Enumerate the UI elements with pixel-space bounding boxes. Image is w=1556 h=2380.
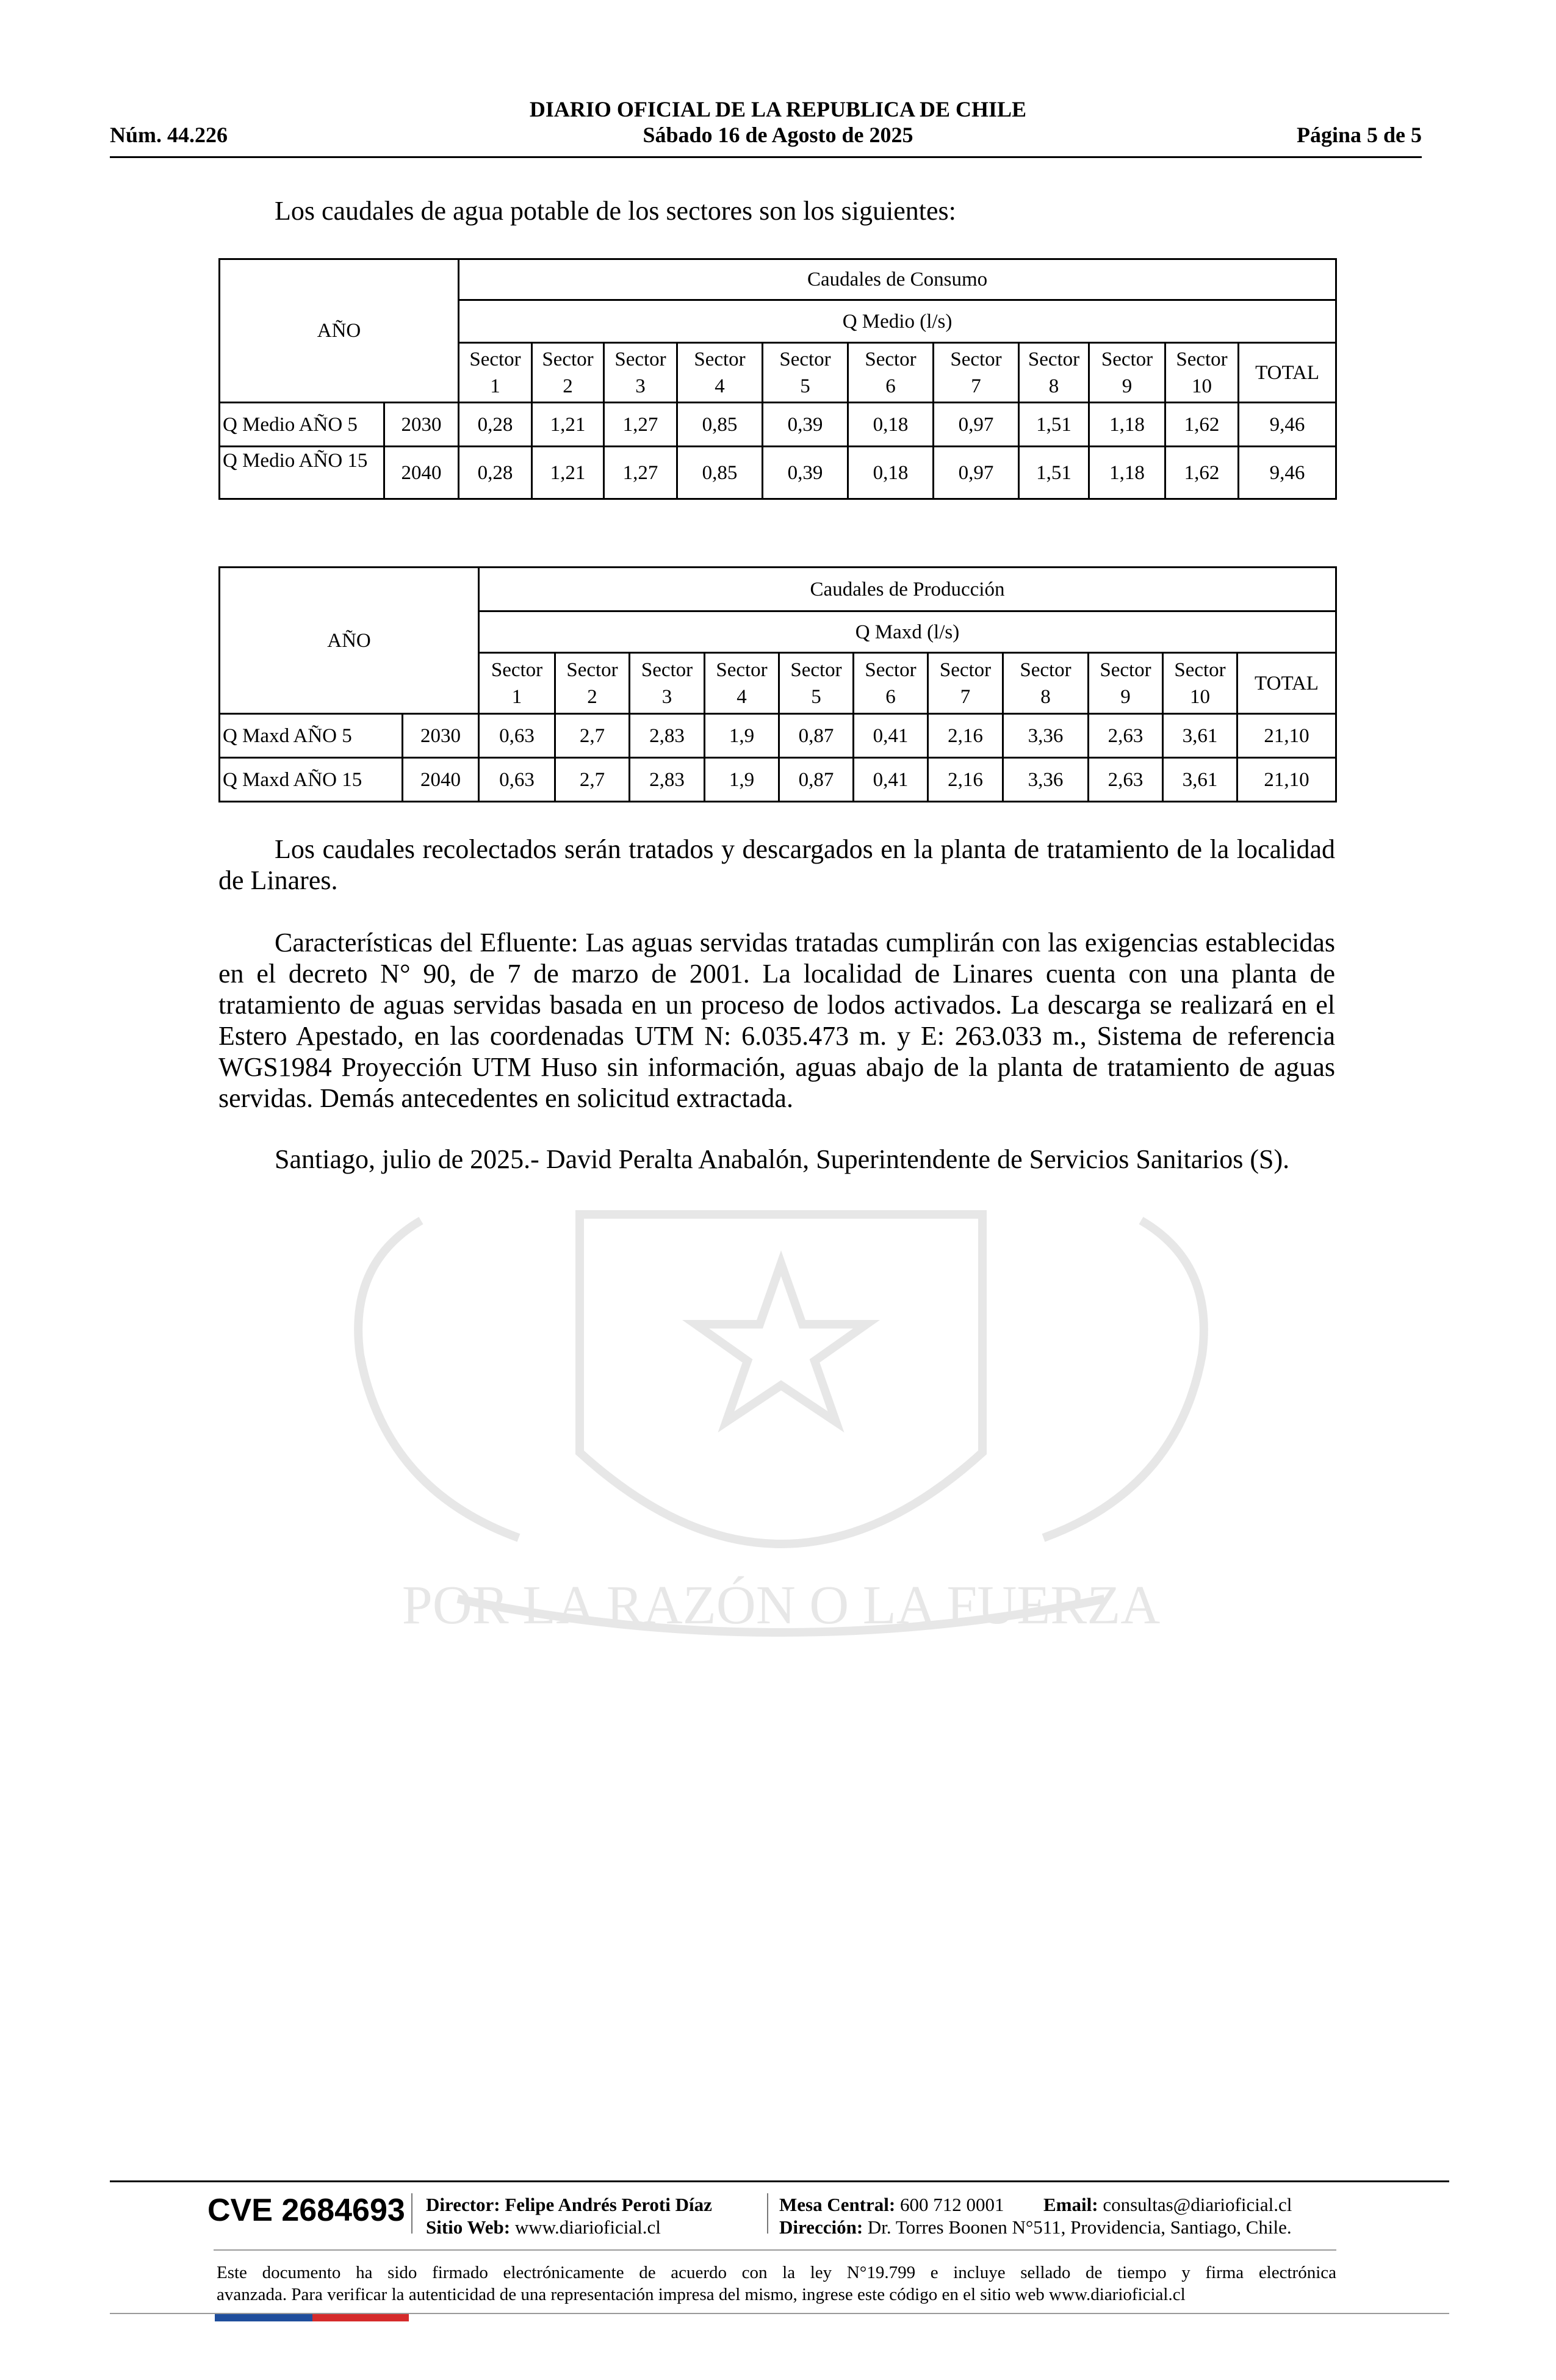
table-row	[220, 403, 1336, 447]
flow-value: 1,51	[1019, 403, 1089, 447]
flow-value: 2,16	[928, 758, 1003, 802]
flow-value: 3,36	[1003, 758, 1089, 802]
row-total: 9,46	[1239, 447, 1336, 499]
sector-header-4: Sector 4	[677, 343, 763, 403]
flow-value: 1,18	[1089, 403, 1165, 447]
flow-value: 1,62	[1165, 403, 1239, 447]
site-link[interactable]: www.diarioficial.cl	[514, 2216, 661, 2238]
flow-value: 2,63	[1089, 714, 1163, 758]
flow-value: 3,61	[1163, 758, 1237, 802]
total-header: TOTAL	[1239, 343, 1336, 403]
row-year: 2030	[403, 714, 479, 758]
sector-header-1: Sector 1	[459, 343, 532, 403]
body-paragraph: Características del Efluente: Las aguas servidas tratadas cumplirán con las exigencias establecidas en el decreto N° 90, de 7 de marzo de 2001. La localidad de Linares cuenta con una planta de tratamiento de aguas servidas basada en un proceso de lodos activados. La descarga se realizará en el Estero Apestado, en las coordenadas UTM N: 6.035.473 m. y E: 263.033 m., Sistema de referencia WGS1984 Proyección UTM Huso sin información, aguas abajo de la planta de tratamiento de aguas servidas. Demás antecedentes en solicitud extractada.	[218, 928, 1335, 1113]
row-label: Q Maxd AÑO 15	[220, 758, 403, 802]
footer-divider	[411, 2193, 412, 2234]
newspaper-title: DIARIO OFICIAL DE LA REPUBLICA DE CHILE	[529, 97, 1027, 121]
row-label: Q Maxd AÑO 5	[220, 714, 403, 758]
flow-value: 1,21	[532, 447, 604, 499]
flow-value: 0,87	[779, 714, 854, 758]
flow-value: 1,27	[604, 403, 677, 447]
sector-header-2: Sector 2	[555, 653, 630, 714]
issue-date: Sábado 16 de Agosto de 2025	[643, 123, 913, 147]
sector-header-8: Sector 8	[1003, 653, 1089, 714]
flow-value: 0,85	[677, 403, 763, 447]
flow-value: 1,21	[532, 403, 604, 447]
row-year: 2030	[384, 403, 459, 447]
consumption-flow-table	[218, 258, 1337, 500]
footer-director: Director: Felipe Andrés Peroti Díaz	[426, 2194, 712, 2215]
page-indicator: Página 5 de 5	[1296, 123, 1422, 147]
table-row	[220, 447, 1336, 499]
flow-value: 0,97	[934, 447, 1019, 499]
sector-header-2: Sector 2	[532, 343, 604, 403]
footer-email: Email: consultas@diarioficial.cl	[1043, 2194, 1292, 2215]
sector-header-4: Sector 4	[705, 653, 779, 714]
flow-value: 2,83	[630, 758, 705, 802]
flow-value: 2,83	[630, 714, 705, 758]
flow-value: 2,63	[1089, 758, 1163, 802]
flow-value: 0,97	[934, 403, 1019, 447]
issue-number: Núm. 44.226	[110, 123, 228, 147]
sector-header-9: Sector 9	[1089, 653, 1163, 714]
footer-site: Sitio Web: www.diarioficial.cl	[426, 2216, 661, 2238]
year-corner-header: AÑO	[220, 568, 479, 714]
flow-value: 1,9	[705, 758, 779, 802]
total-header: TOTAL	[1237, 653, 1336, 714]
row-year: 2040	[384, 447, 459, 499]
group-title-header: Caudales de Producción	[479, 568, 1336, 611]
row-label: Q Medio AÑO 5	[220, 403, 384, 447]
flow-value: 1,27	[604, 447, 677, 499]
row-total: 9,46	[1239, 403, 1336, 447]
sector-header-3: Sector 3	[604, 343, 677, 403]
flow-value: 2,16	[928, 714, 1003, 758]
flow-value: 1,51	[1019, 447, 1089, 499]
flag-stripe-red	[312, 2314, 409, 2321]
group-title-header: Caudales de Consumo	[459, 259, 1336, 300]
body-paragraph: Los caudales recolectados serán tratados y descargados en la planta de tratamiento de la localidad de Linares.	[218, 834, 1335, 895]
footer-rule-mid	[214, 2249, 1336, 2251]
footer-address: Dirección: Dr. Torres Boonen N°511, Providencia, Santiago, Chile.	[779, 2216, 1292, 2238]
production-flow-table	[218, 566, 1337, 802]
sector-header-5: Sector 5	[763, 343, 848, 403]
sector-header-6: Sector 6	[848, 343, 934, 403]
subtitle-header: Q Maxd (l/s)	[479, 611, 1336, 653]
sector-header-8: Sector 8	[1019, 343, 1089, 403]
sector-header-1: Sector 1	[479, 653, 555, 714]
subtitle-header: Q Medio (l/s)	[459, 300, 1336, 343]
flow-value: 0,39	[763, 403, 848, 447]
flow-value: 0,87	[779, 758, 854, 802]
flow-value: 0,41	[854, 714, 928, 758]
flow-value: 1,9	[705, 714, 779, 758]
row-label: Q Medio AÑO 15	[220, 447, 384, 499]
sector-header-5: Sector 5	[779, 653, 854, 714]
header-rule	[110, 156, 1422, 158]
footer-rule	[110, 2180, 1449, 2182]
row-total: 21,10	[1237, 714, 1336, 758]
row-total: 21,10	[1237, 758, 1336, 802]
flow-value: 3,36	[1003, 714, 1089, 758]
table-row	[220, 758, 1336, 802]
footer-legal-note-line2: avanzada. Para verificar la autenticidad de una representación impresa del mismo, ingrese este código en el sitio web www.diarioficial.cl	[217, 2285, 1186, 2304]
flow-value: 3,61	[1163, 714, 1237, 758]
email-link[interactable]: consultas@diarioficial.cl	[1103, 2194, 1292, 2215]
flow-value: 0,18	[848, 447, 934, 499]
sector-header-10: Sector 10	[1163, 653, 1237, 714]
flow-value: 0,39	[763, 447, 848, 499]
footer-phone: Mesa Central: 600 712 0001	[779, 2194, 1004, 2215]
flow-value: 1,18	[1089, 447, 1165, 499]
row-year: 2040	[403, 758, 479, 802]
flow-value: 0,63	[479, 758, 555, 802]
flow-value: 1,62	[1165, 447, 1239, 499]
signature-paragraph: Santiago, julio de 2025.- David Peralta Anabalón, Superintendente de Servicios Sanitarios (S).	[275, 1144, 1290, 1174]
intro-text: Los caudales de agua potable de los sectores son los siguientes:	[275, 196, 956, 226]
sector-header-6: Sector 6	[854, 653, 928, 714]
sector-header-7: Sector 7	[934, 343, 1019, 403]
cve-code: CVE 2684693	[207, 2193, 405, 2228]
table-row	[220, 714, 1336, 758]
sector-header-3: Sector 3	[630, 653, 705, 714]
flow-value: 2,7	[555, 714, 630, 758]
sector-header-10: Sector 10	[1165, 343, 1239, 403]
flag-stripe-blue	[215, 2314, 312, 2321]
flow-value: 0,63	[479, 714, 555, 758]
motto-text: POR LA RAZÓN O LA FUERZA	[402, 1575, 1161, 1635]
flow-value: 2,7	[555, 758, 630, 802]
footer-divider	[767, 2193, 768, 2234]
flow-value: 0,18	[848, 403, 934, 447]
footer-legal-note-line1: Este documento ha sido firmado electrónicamente de acuerdo con la ley N°19.799 e incluye sellado de tiempo y firma electrónica	[217, 2263, 1336, 2282]
sector-header-9: Sector 9	[1089, 343, 1165, 403]
flow-value: 0,28	[459, 403, 532, 447]
flow-value: 0,28	[459, 447, 532, 499]
flow-value: 0,41	[854, 758, 928, 802]
sector-header-7: Sector 7	[928, 653, 1003, 714]
year-corner-header: AÑO	[220, 259, 459, 403]
flow-value: 0,85	[677, 447, 763, 499]
